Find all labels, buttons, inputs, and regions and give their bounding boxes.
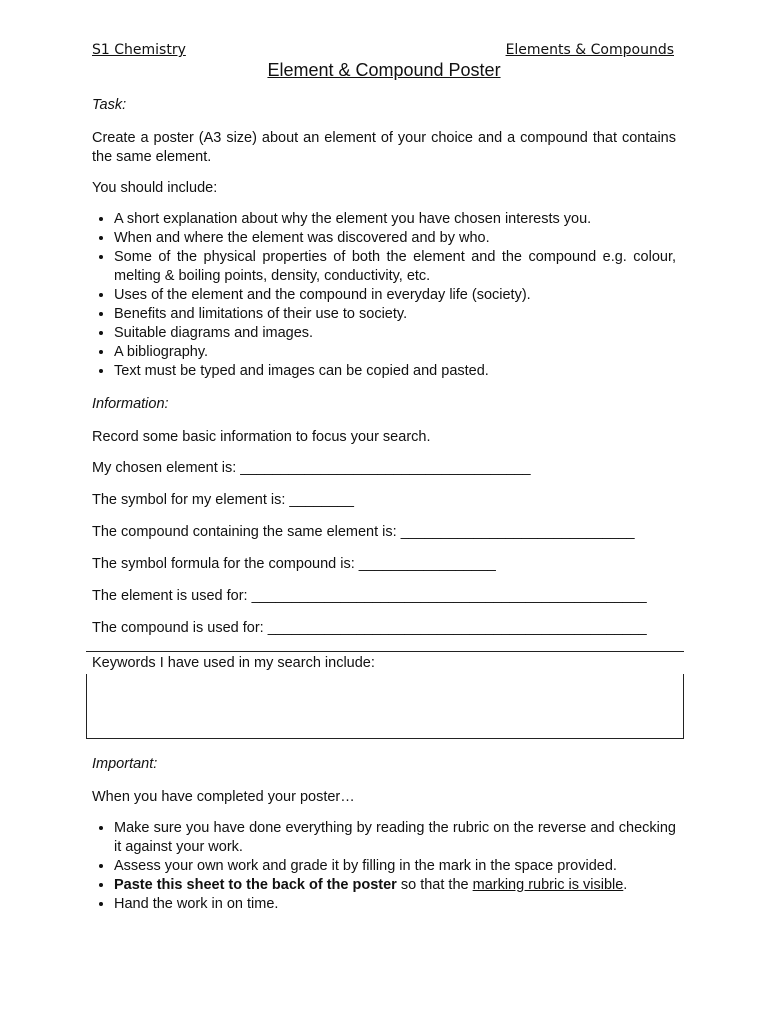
compound-uses-field[interactable]: The compound is used for: _______________________________________________ (92, 620, 647, 636)
important-paste-underline: marking rubric is visible (472, 877, 624, 893)
important-item-paste (114, 876, 676, 895)
element-uses-field[interactable]: The element is used for: _________________________________________________ (92, 588, 647, 604)
compound-field[interactable]: The compound containing the same element is: _____________________________ (92, 524, 635, 540)
element-symbol-field[interactable]: The symbol for my element is: ________ (92, 492, 354, 508)
task-requirement-item: • Uses of the element and the compound in everyday life (society). (114, 286, 676, 305)
important-paste-end: . (623, 877, 628, 893)
important-item-check: • Make sure you have done everything by reading the rubric on the reverse and checking it against your work. (114, 819, 676, 857)
task-requirement-item: • When and where the element was discovered and by who. (114, 229, 676, 248)
important-item-assess: • Assess your own work and grade it by filling in the mark in the space provided. (114, 857, 676, 876)
task-heading: Task: (92, 97, 127, 113)
task-requirement-item: • A bibliography. (114, 343, 676, 362)
page-header (92, 42, 674, 58)
task-requirement-item: • Text must be typed and images can be copied and pasted. (114, 362, 676, 381)
keywords-box[interactable] (86, 674, 684, 739)
task-requirement-item: • Benefits and limitations of their use to society. (114, 305, 676, 324)
chosen-element-field[interactable]: My chosen element is: ____________________________________ (92, 460, 531, 476)
worksheet-content (92, 96, 676, 928)
important-paste-bold: Paste this sheet to the back of the poster (114, 877, 397, 893)
page-title: Element & Compound Poster (267, 60, 501, 80)
task-requirement-item: • A short explanation about why the element you have chosen interests you. (114, 210, 676, 229)
compound-formula-field[interactable]: The symbol formula for the compound is: _________________ (92, 556, 496, 572)
task-intro: Create a poster (A3 size) about an element of your choice and a compound that contains the same element. (92, 130, 676, 165)
task-include-lead: You should include: (92, 180, 218, 196)
important-heading: Important: (92, 756, 158, 772)
keywords-label: Keywords I have used in my search include: (86, 651, 684, 674)
header-subject: S1 Chemistry (92, 42, 186, 58)
information-intro: Record some basic information to focus your search. (92, 429, 431, 445)
important-intro: When you have completed your poster… (92, 789, 355, 805)
header-topic: Elements & Compounds (505, 42, 674, 58)
important-list (92, 819, 676, 914)
task-requirement-item: • Some of the physical properties of both the element and the compound e.g. colour, melting & boiling points, density, conductivity, etc. (114, 248, 676, 286)
task-requirements-list (92, 210, 676, 381)
important-item-hand-in: • Hand the work in on time. (114, 895, 676, 914)
task-requirement-item: • Suitable diagrams and images. (114, 324, 676, 343)
important-paste-mid: so that the (396, 877, 473, 893)
information-heading: Information: (92, 396, 169, 412)
